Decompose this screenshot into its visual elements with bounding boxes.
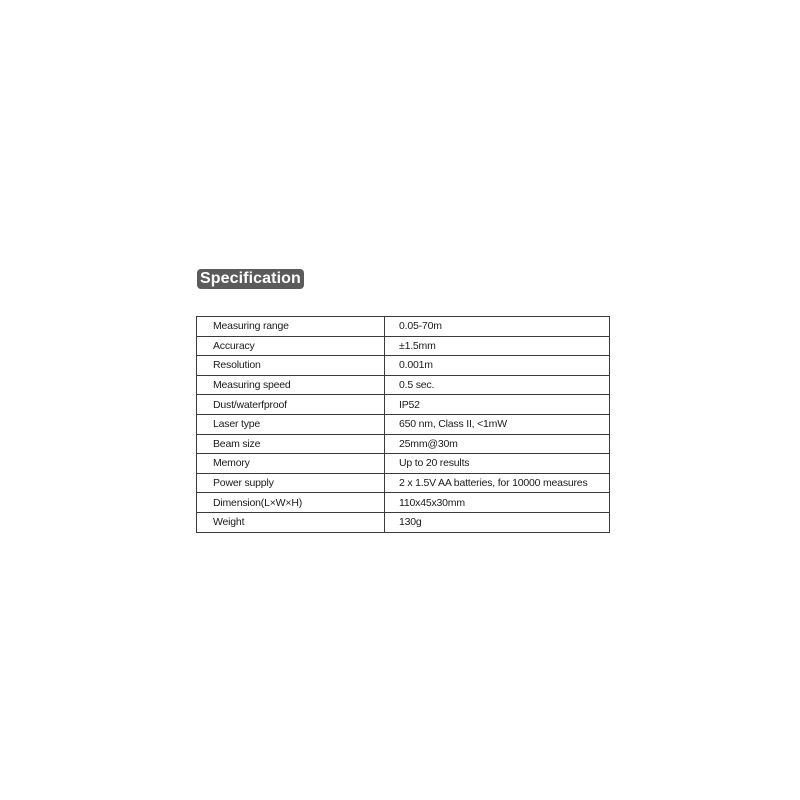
table-row [197, 317, 610, 337]
spec-value: ±1.5mm [385, 336, 610, 356]
spec-label: Weight [197, 512, 385, 532]
spec-value: 0.5 sec. [385, 375, 610, 395]
table-row [197, 414, 610, 434]
spec-label: Power supply [197, 473, 385, 493]
table-row [197, 356, 610, 376]
spec-label: Beam size [197, 434, 385, 454]
spec-value: 130g [385, 512, 610, 532]
spec-value: 25mm@30m [385, 434, 610, 454]
spec-value: 110x45x30mm [385, 493, 610, 513]
table-row [197, 375, 610, 395]
spec-value: 2 x 1.5V AA batteries, for 10000 measures [385, 473, 610, 493]
spec-value: 0.05-70m [385, 317, 610, 337]
table-row [197, 493, 610, 513]
spec-label: Measuring range [197, 317, 385, 337]
spec-label: Dust/waterfproof [197, 395, 385, 415]
table-row [197, 473, 610, 493]
spec-label: Memory [197, 454, 385, 474]
table-row [197, 454, 610, 474]
spec-label: Resolution [197, 356, 385, 376]
table-row [197, 336, 610, 356]
spec-value: Up to 20 results [385, 454, 610, 474]
spec-value: 650 nm, Class II, <1mW [385, 414, 610, 434]
spec-value: IP52 [385, 395, 610, 415]
spec-label: Dimension(L×W×H) [197, 493, 385, 513]
table-row [197, 512, 610, 532]
spec-value: 0.001m [385, 356, 610, 376]
specification-table [196, 316, 610, 533]
spec-label: Laser type [197, 414, 385, 434]
section-heading: Specification [197, 269, 304, 289]
spec-label: Accuracy [197, 336, 385, 356]
spec-label: Measuring speed [197, 375, 385, 395]
table-row [197, 395, 610, 415]
table-row [197, 434, 610, 454]
